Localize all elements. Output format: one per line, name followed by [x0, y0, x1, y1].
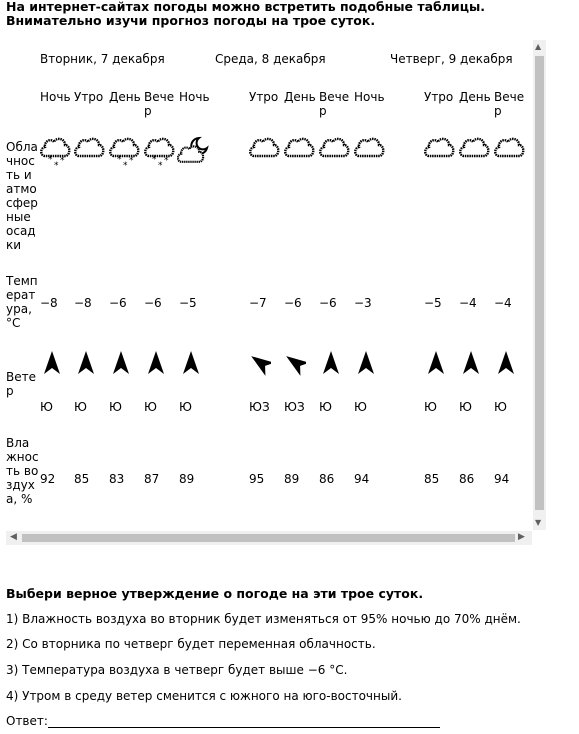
cloud-icon — [352, 134, 386, 174]
humidity-value: 85 — [74, 472, 90, 486]
wind-arrow-south-icon — [146, 350, 166, 376]
vertical-scroll-thumb[interactable] — [535, 56, 544, 510]
period-label: День — [284, 90, 316, 104]
period-label: День — [109, 90, 141, 104]
wind-arrow-south-icon — [496, 350, 516, 376]
row-label-humidity: Влажность воздуха, % — [6, 436, 39, 506]
answer-field[interactable] — [48, 715, 440, 728]
svg-text:*: * — [60, 156, 65, 166]
row-label-wind: Ветер — [6, 370, 36, 398]
row-label-temp: Температура, °С — [6, 274, 38, 330]
wind-arrow-south-icon — [42, 350, 62, 376]
temperature-value: −5 — [424, 296, 442, 310]
period-label: Вечер — [494, 90, 525, 118]
horizontal-scroll-thumb[interactable] — [22, 534, 515, 542]
humidity-value: 94 — [354, 472, 370, 486]
temperature-value: −6 — [144, 296, 162, 310]
option-2: 2) Со вторника по четверг будет переменная облачность. — [6, 637, 376, 651]
horizontal-scrollbar[interactable] — [6, 531, 532, 545]
cloud-icon — [457, 134, 491, 174]
temperature-value: −4 — [459, 296, 477, 310]
wind-direction: Ю — [179, 400, 192, 414]
humidity-value: 89 — [284, 472, 300, 486]
wind-arrow-south-icon — [426, 350, 446, 376]
answer-label: Ответ: — [6, 714, 48, 728]
temperature-value: −8 — [74, 296, 92, 310]
wind-direction: ЮЗ — [284, 400, 305, 414]
cloud-icon — [317, 134, 351, 174]
wind-direction: Ю — [494, 400, 507, 414]
option-3: 3) Температура воздуха в четверг будет выше −6 °С. — [6, 663, 348, 677]
intro-text: На интернет-сайтах погоды можно встретить подобные таблицы. Внимательно изучи прогноз погоды на трое суток. — [6, 0, 486, 28]
period-label: Утро — [249, 90, 279, 104]
temperature-value: −4 — [494, 296, 512, 310]
svg-text:*: * — [54, 161, 59, 171]
svg-text:*: * — [123, 161, 128, 171]
wind-arrow-south-icon — [181, 350, 201, 376]
wind-arrow-south-icon — [76, 350, 96, 376]
cloud-icon — [492, 134, 526, 174]
answer-row — [6, 714, 440, 728]
wind-arrow-south-icon — [356, 350, 376, 376]
wind-arrow-southwest-icon — [251, 350, 271, 376]
svg-text:*: * — [48, 155, 53, 165]
svg-text:*: * — [152, 155, 157, 165]
vertical-scrollbar[interactable] — [533, 40, 546, 530]
period-label: День — [459, 90, 491, 104]
day-header: Среда, 8 декабря — [215, 52, 326, 66]
temperature-value: −6 — [284, 296, 302, 310]
svg-text:*: * — [158, 161, 163, 171]
period-label: Ночь — [179, 90, 210, 104]
period-label: Вечер — [144, 90, 175, 118]
humidity-value: 95 — [249, 472, 265, 486]
temperature-value: −5 — [179, 296, 197, 310]
wind-direction: Ю — [144, 400, 157, 414]
cloud-icon — [72, 134, 106, 174]
cloud-snow-icon — [107, 134, 141, 174]
period-label: Утро — [424, 90, 454, 104]
scroll-right-icon[interactable]: ▶ — [518, 532, 525, 542]
humidity-value: 92 — [40, 472, 56, 486]
wind-arrow-southwest-icon — [286, 350, 306, 376]
period-label: Ночь — [354, 90, 385, 104]
humidity-value: 87 — [144, 472, 160, 486]
cloud-icon — [422, 134, 456, 174]
cloud-moon-icon — [177, 134, 211, 174]
cloud-icon — [247, 134, 281, 174]
cloud-snow-icon — [142, 134, 176, 174]
temperature-value: −7 — [249, 296, 267, 310]
temperature-value: −3 — [354, 296, 372, 310]
period-label: Вечер — [319, 90, 350, 118]
temperature-value: −6 — [109, 296, 127, 310]
cloud-snow-icon — [38, 134, 72, 174]
scroll-left-icon[interactable]: ◀ — [10, 532, 17, 542]
svg-text:*: * — [164, 156, 169, 166]
wind-direction: Ю — [319, 400, 332, 414]
wind-direction: Ю — [424, 400, 437, 414]
day-header: Вторник, 7 декабря — [40, 52, 165, 66]
wind-direction: Ю — [459, 400, 472, 414]
period-label: Утро — [74, 90, 104, 104]
humidity-value: 85 — [424, 472, 440, 486]
day-header: Четверг, 9 декабря — [390, 52, 513, 66]
wind-direction: Ю — [354, 400, 367, 414]
humidity-value: 89 — [179, 472, 195, 486]
humidity-value: 83 — [109, 472, 125, 486]
row-label-clouds: Облачность и атмосферные осадки — [6, 140, 38, 252]
wind-direction: Ю — [74, 400, 87, 414]
wind-arrow-south-icon — [321, 350, 341, 376]
wind-arrow-south-icon — [461, 350, 481, 376]
wind-direction: Ю — [40, 400, 53, 414]
svg-text:*: * — [117, 155, 122, 165]
forecast-table-frame — [6, 40, 546, 548]
wind-direction: ЮЗ — [249, 400, 270, 414]
period-label: Ночь — [40, 90, 71, 104]
option-1: 1) Влажность воздуха во вторник будет изменяться от 95% ночью до 70% днём. — [6, 612, 521, 626]
humidity-value: 86 — [319, 472, 335, 486]
scroll-down-icon[interactable]: ▼ — [535, 518, 542, 527]
forecast-table — [6, 40, 532, 530]
humidity-value: 94 — [494, 472, 510, 486]
scroll-up-icon[interactable]: ▲ — [535, 42, 542, 51]
humidity-value: 86 — [459, 472, 475, 486]
temperature-value: −6 — [319, 296, 337, 310]
wind-direction: Ю — [109, 400, 122, 414]
svg-text:*: * — [129, 156, 134, 166]
cloud-icon — [282, 134, 316, 174]
option-4: 4) Утром в среду ветер сменится с южного на юго-восточный. — [6, 689, 402, 703]
question-text: Выбери верное утверждение о погоде на эти трое суток. — [6, 586, 424, 601]
wind-arrow-south-icon — [111, 350, 131, 376]
temperature-value: −8 — [40, 296, 58, 310]
